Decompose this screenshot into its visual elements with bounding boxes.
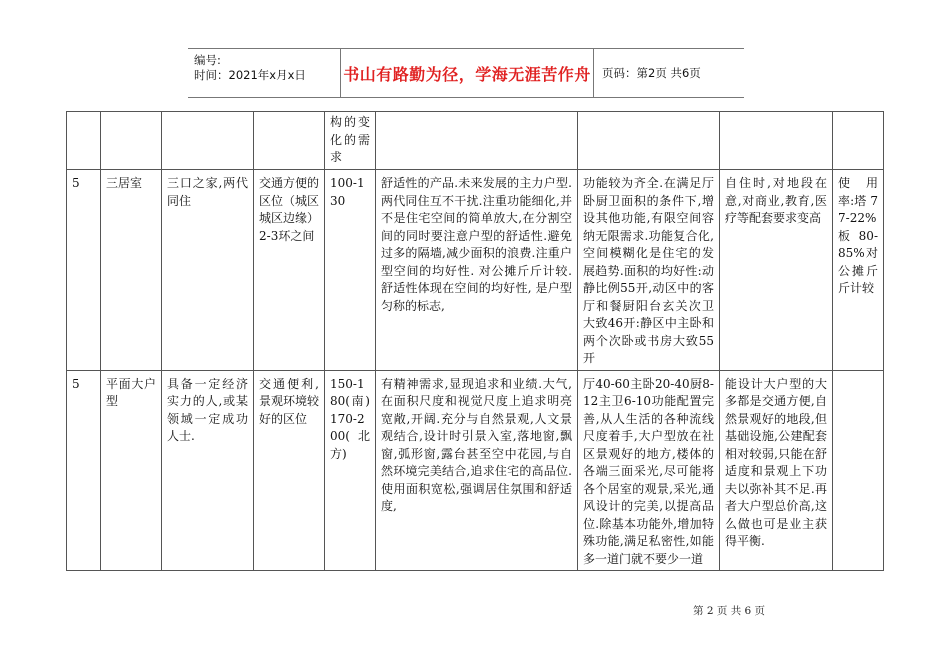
table-cell (720, 112, 833, 170)
table-cell: 5 (67, 170, 101, 371)
table-cell: 150-180(南)170-200( 北方) (325, 370, 376, 571)
table-cell: 构的变化的需求 (325, 112, 376, 170)
header-meta (194, 53, 306, 83)
table-cell: 使用率:塔 77-22%板 80-85%对公摊斤斤计较 (833, 170, 884, 371)
table-cell: 能设计大户型的大多都是交通方便,自然景观好的地段,但基础设施,公建配套相对较弱,只能在舒适度和景观上下功夫以弥补其不足.再者大户型总价高,这么做也可是业主获得平衡. (720, 370, 833, 571)
table-cell (833, 370, 884, 571)
table-cell (578, 112, 720, 170)
table-cell (67, 112, 101, 170)
document-number-label: 编号: (194, 53, 221, 67)
table-cell (162, 112, 254, 170)
table-cell: 自住时,对地段在意,对商业,教育,医疗等配套要求变高 (720, 170, 833, 371)
table-cell: 100-130 (325, 170, 376, 371)
table-cell: 舒适性的产品.未来发展的主力户型.两代同住互不干扰.注重功能细化,并不是住宅空间的简单放大,在分割空间的同时要注意户型的舒适性.避免过多的隔墙,减少面积的浪费.注重户型空间的均好性. 对公摊斤斤计较. 舒适性体现在空间的均好性, 是户型匀称的标志, (376, 170, 578, 371)
table-cell: 具备一定经济实力的人,或某领域一定成功人士. (162, 370, 254, 571)
table-cell: 交通便利,景观环境较好的区位 (254, 370, 325, 571)
table-cell: 有精神需求,显现追求和业绩.大气,在面积尺度和视觉尺度上追求明亮宽敞,开阔.充分与自然景观,人文景观结合,设计时引景入室,落地窗,飘窗,弧形窗,露台甚至空中花园,与自然环境完美结合,追求住宅的高品位.使用面积宽松,强调居住氛围和舒适度, (376, 370, 578, 571)
table-cell: 平面大户型 (101, 370, 162, 571)
table-cell: 5 (67, 370, 101, 571)
table-row (67, 370, 884, 571)
table-cell (376, 112, 578, 170)
document-time-label: 时间：2021年x月x日 (194, 68, 306, 82)
page-header (188, 48, 744, 98)
table-cell (254, 112, 325, 170)
table-cell: 功能较为齐全.在满足厅卧厨卫面积的条件下,增设其他功能,有限空间容纳无限需求.功能复合化,空间模糊化是住宅的发展趋势.面积的均好性:动静比例55开,动区中的客厅和餐厨阳台玄关次卫大致46开:静区中主卧和两个次卧或书房大致55开 (578, 170, 720, 371)
table-cell: 厅40-60主卧20-40厨8-12主卫6-10功能配置完善,从人生活的各种流线尺度着手,大户型放在社区景观好的地方,楼体的各端三面采光,尽可能将各个居室的观景,采光,通风设计的完美,以提高品位.除基本功能外,增加特殊功能,满足私密性,如能多一道门就不要少一道 (578, 370, 720, 571)
page-footer: 第 2 页 共 6 页 (693, 605, 766, 617)
header-page-info: 页码：第2页 共6页 (602, 66, 701, 80)
table-row (67, 112, 884, 170)
header-motto: 书山有路勤为径，学海无涯苦作舟 (340, 49, 594, 97)
table-cell: 三居室 (101, 170, 162, 371)
housing-type-table (66, 111, 884, 571)
table-cell: 三口之家,两代同住 (162, 170, 254, 371)
table-row (67, 170, 884, 371)
table-cell (833, 112, 884, 170)
table-cell: 交通方便的区位（城区 城区边缘）2-3环之间 (254, 170, 325, 371)
table-cell (101, 112, 162, 170)
